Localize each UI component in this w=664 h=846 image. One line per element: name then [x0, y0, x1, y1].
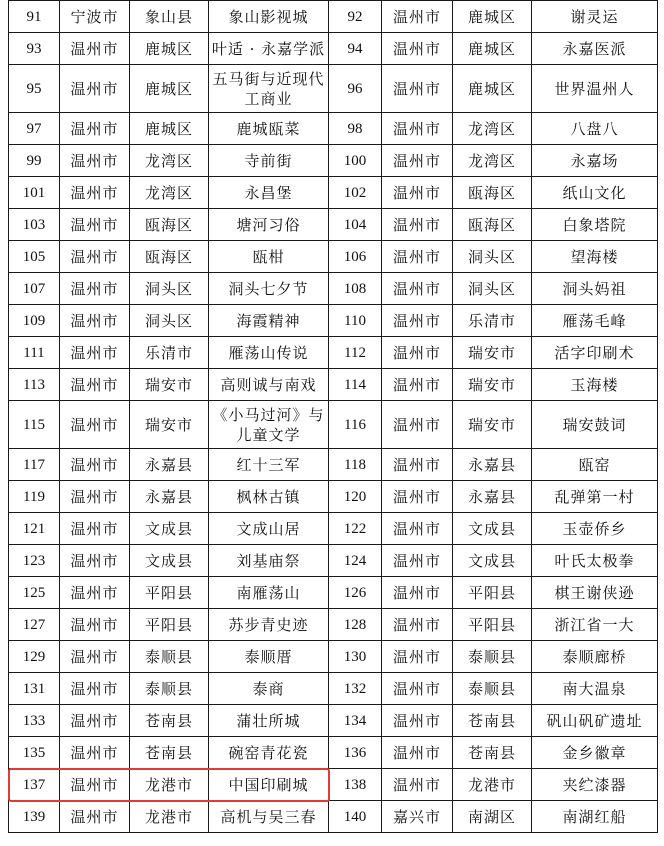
left-district-cell: 乐清市: [130, 337, 209, 369]
right-serial-number-cell: 104: [329, 209, 382, 241]
left-district-cell: 龙湾区: [130, 145, 209, 177]
left-city-cell: 温州市: [60, 177, 130, 209]
right-heritage-item-cell: 八盘八: [532, 113, 658, 145]
left-serial-number-cell: 117: [9, 449, 60, 481]
right-serial-number-cell: 94: [329, 33, 382, 65]
left-serial-number-cell: 127: [9, 609, 60, 641]
left-heritage-item-cell: 蒲壮所城: [209, 705, 329, 737]
right-district-cell: 泰顺县: [453, 673, 532, 705]
right-heritage-item-cell: 浙江省一大: [532, 609, 658, 641]
table-row: [9, 769, 658, 801]
left-heritage-item-cell: 五马街与近现代工商业: [209, 65, 329, 113]
left-serial-number-cell: 99: [9, 145, 60, 177]
right-district-cell: 鹿城区: [453, 33, 532, 65]
left-district-cell: 泰顺县: [130, 673, 209, 705]
table-row: [9, 673, 658, 705]
right-serial-number-cell: 98: [329, 113, 382, 145]
table-row: [9, 305, 658, 337]
right-city-cell: 温州市: [382, 705, 453, 737]
left-serial-number-cell: 95: [9, 65, 60, 113]
right-city-cell: 温州市: [382, 113, 453, 145]
table-row: [9, 801, 658, 833]
left-district-cell: 鹿城区: [130, 65, 209, 113]
table-row: [9, 401, 658, 449]
left-city-cell: 温州市: [60, 769, 130, 801]
table-row: [9, 705, 658, 737]
right-city-cell: 温州市: [382, 273, 453, 305]
left-district-cell: 永嘉县: [130, 449, 209, 481]
right-heritage-item-cell: 南大温泉: [532, 673, 658, 705]
right-serial-number-cell: 108: [329, 273, 382, 305]
right-heritage-item-cell: 瑞安鼓词: [532, 401, 658, 449]
left-city-cell: 温州市: [60, 705, 130, 737]
left-heritage-item-cell: 碗窑青花瓷: [209, 737, 329, 769]
left-district-cell: 鹿城区: [130, 33, 209, 65]
left-serial-number-cell: 113: [9, 369, 60, 401]
right-heritage-item-cell: 纸山文化: [532, 177, 658, 209]
right-serial-number-cell: 122: [329, 513, 382, 545]
table-row: [9, 737, 658, 769]
right-district-cell: 乐清市: [453, 305, 532, 337]
left-heritage-item-cell: 泰商: [209, 673, 329, 705]
left-heritage-item-cell: 永昌堡: [209, 177, 329, 209]
left-district-cell: 洞头区: [130, 273, 209, 305]
left-city-cell: 温州市: [60, 513, 130, 545]
right-heritage-item-cell: 南湖红船: [532, 801, 658, 833]
right-heritage-item-cell: 金乡徽章: [532, 737, 658, 769]
left-heritage-item-cell: 中国印刷城: [209, 769, 329, 801]
left-serial-number-cell: 105: [9, 241, 60, 273]
left-heritage-item-cell: 苏步青史迹: [209, 609, 329, 641]
left-serial-number-cell: 123: [9, 545, 60, 577]
left-city-cell: 温州市: [60, 113, 130, 145]
right-serial-number-cell: 124: [329, 545, 382, 577]
right-heritage-item-cell: 矾山矾矿遗址: [532, 705, 658, 737]
left-heritage-item-cell: 象山影视城: [209, 1, 329, 33]
left-serial-number-cell: 93: [9, 33, 60, 65]
right-heritage-item-cell: 棋王谢侠逊: [532, 577, 658, 609]
left-city-cell: 温州市: [60, 577, 130, 609]
left-serial-number-cell: 131: [9, 673, 60, 705]
left-district-cell: 苍南县: [130, 737, 209, 769]
right-district-cell: 洞头区: [453, 273, 532, 305]
right-serial-number-cell: 132: [329, 673, 382, 705]
right-heritage-item-cell: 谢灵运: [532, 1, 658, 33]
right-heritage-item-cell: 白象塔院: [532, 209, 658, 241]
left-city-cell: 温州市: [60, 305, 130, 337]
right-city-cell: 温州市: [382, 65, 453, 113]
table-row: [9, 209, 658, 241]
table-row: [9, 273, 658, 305]
right-city-cell: 温州市: [382, 1, 453, 33]
right-serial-number-cell: 134: [329, 705, 382, 737]
right-heritage-item-cell: 世界温州人: [532, 65, 658, 113]
table-row: [9, 609, 658, 641]
left-district-cell: 鹿城区: [130, 113, 209, 145]
right-city-cell: 温州市: [382, 33, 453, 65]
right-serial-number-cell: 92: [329, 1, 382, 33]
left-district-cell: 瑞安市: [130, 401, 209, 449]
right-serial-number-cell: 128: [329, 609, 382, 641]
table-row: [9, 641, 658, 673]
right-city-cell: 温州市: [382, 369, 453, 401]
table-row: [9, 33, 658, 65]
left-heritage-item-cell: 瓯柑: [209, 241, 329, 273]
left-district-cell: 平阳县: [130, 577, 209, 609]
right-city-cell: 温州市: [382, 401, 453, 449]
left-district-cell: 龙港市: [130, 769, 209, 801]
right-serial-number-cell: 136: [329, 737, 382, 769]
table-row: [9, 513, 658, 545]
left-heritage-item-cell: 叶适 · 永嘉学派: [209, 33, 329, 65]
left-district-cell: 文成县: [130, 545, 209, 577]
left-serial-number-cell: 101: [9, 177, 60, 209]
right-serial-number-cell: 118: [329, 449, 382, 481]
left-district-cell: 象山县: [130, 1, 209, 33]
left-city-cell: 宁波市: [60, 1, 130, 33]
left-serial-number-cell: 129: [9, 641, 60, 673]
right-serial-number-cell: 130: [329, 641, 382, 673]
right-heritage-item-cell: 活字印刷术: [532, 337, 658, 369]
left-district-cell: 永嘉县: [130, 481, 209, 513]
left-city-cell: 温州市: [60, 801, 130, 833]
left-heritage-item-cell: 寺前街: [209, 145, 329, 177]
left-city-cell: 温州市: [60, 33, 130, 65]
right-city-cell: 温州市: [382, 545, 453, 577]
right-heritage-item-cell: 望海楼: [532, 241, 658, 273]
right-city-cell: 温州市: [382, 241, 453, 273]
right-district-cell: 南湖区: [453, 801, 532, 833]
right-district-cell: 泰顺县: [453, 641, 532, 673]
left-district-cell: 龙港市: [130, 801, 209, 833]
table-row: [9, 177, 658, 209]
left-city-cell: 温州市: [60, 545, 130, 577]
right-heritage-item-cell: 夹纻漆器: [532, 769, 658, 801]
right-city-cell: 温州市: [382, 737, 453, 769]
left-city-cell: 温州市: [60, 481, 130, 513]
left-serial-number-cell: 107: [9, 273, 60, 305]
right-city-cell: 温州市: [382, 673, 453, 705]
left-serial-number-cell: 111: [9, 337, 60, 369]
right-city-cell: 温州市: [382, 337, 453, 369]
right-district-cell: 鹿城区: [453, 65, 532, 113]
table-row: [9, 113, 658, 145]
right-district-cell: 瓯海区: [453, 177, 532, 209]
right-city-cell: 温州市: [382, 609, 453, 641]
left-district-cell: 瑞安市: [130, 369, 209, 401]
left-city-cell: 温州市: [60, 65, 130, 113]
left-heritage-item-cell: 南雁荡山: [209, 577, 329, 609]
right-district-cell: 文成县: [453, 513, 532, 545]
right-heritage-item-cell: 玉海楼: [532, 369, 658, 401]
left-district-cell: 洞头区: [130, 305, 209, 337]
left-city-cell: 温州市: [60, 337, 130, 369]
left-serial-number-cell: 139: [9, 801, 60, 833]
table-row: [9, 577, 658, 609]
right-heritage-item-cell: 玉壶侨乡: [532, 513, 658, 545]
right-district-cell: 瑞安市: [453, 369, 532, 401]
left-city-cell: 温州市: [60, 673, 130, 705]
left-city-cell: 温州市: [60, 401, 130, 449]
table-row: [9, 545, 658, 577]
left-heritage-item-cell: 洞头七夕节: [209, 273, 329, 305]
right-heritage-item-cell: 永嘉医派: [532, 33, 658, 65]
right-district-cell: 永嘉县: [453, 481, 532, 513]
left-serial-number-cell: 103: [9, 209, 60, 241]
left-heritage-item-cell: 红十三军: [209, 449, 329, 481]
right-city-cell: 温州市: [382, 481, 453, 513]
right-serial-number-cell: 96: [329, 65, 382, 113]
table-row: [9, 241, 658, 273]
left-district-cell: 苍南县: [130, 705, 209, 737]
left-city-cell: 温州市: [60, 145, 130, 177]
heritage-list-table: [8, 0, 658, 833]
left-heritage-item-cell: 雁荡山传说: [209, 337, 329, 369]
right-city-cell: 嘉兴市: [382, 801, 453, 833]
right-district-cell: 平阳县: [453, 609, 532, 641]
right-serial-number-cell: 114: [329, 369, 382, 401]
right-serial-number-cell: 116: [329, 401, 382, 449]
right-city-cell: 温州市: [382, 513, 453, 545]
table-row: [9, 65, 658, 113]
left-heritage-item-cell: 文成山居: [209, 513, 329, 545]
left-serial-number-cell: 119: [9, 481, 60, 513]
left-heritage-item-cell: 《小马过河》与儿童文学: [209, 401, 329, 449]
left-heritage-item-cell: 塘河习俗: [209, 209, 329, 241]
left-serial-number-cell: 115: [9, 401, 60, 449]
left-district-cell: 瓯海区: [130, 241, 209, 273]
right-heritage-item-cell: 乱弹第一村: [532, 481, 658, 513]
right-city-cell: 温州市: [382, 769, 453, 801]
right-serial-number-cell: 110: [329, 305, 382, 337]
right-district-cell: 文成县: [453, 545, 532, 577]
right-district-cell: 鹿城区: [453, 1, 532, 33]
left-heritage-item-cell: 海霞精神: [209, 305, 329, 337]
table-row: [9, 1, 658, 33]
left-city-cell: 温州市: [60, 449, 130, 481]
left-city-cell: 温州市: [60, 641, 130, 673]
left-city-cell: 温州市: [60, 609, 130, 641]
right-city-cell: 温州市: [382, 177, 453, 209]
left-district-cell: 泰顺县: [130, 641, 209, 673]
left-city-cell: 温州市: [60, 209, 130, 241]
right-serial-number-cell: 140: [329, 801, 382, 833]
table-body: [9, 1, 658, 833]
right-district-cell: 瓯海区: [453, 209, 532, 241]
right-district-cell: 龙湾区: [453, 113, 532, 145]
left-district-cell: 龙湾区: [130, 177, 209, 209]
right-serial-number-cell: 138: [329, 769, 382, 801]
right-city-cell: 温州市: [382, 145, 453, 177]
right-heritage-item-cell: 永嘉场: [532, 145, 658, 177]
right-district-cell: 龙港市: [453, 769, 532, 801]
left-serial-number-cell: 133: [9, 705, 60, 737]
right-heritage-item-cell: 雁荡毛峰: [532, 305, 658, 337]
right-serial-number-cell: 120: [329, 481, 382, 513]
right-heritage-item-cell: 瓯窑: [532, 449, 658, 481]
right-district-cell: 瑞安市: [453, 337, 532, 369]
right-city-cell: 温州市: [382, 641, 453, 673]
right-serial-number-cell: 100: [329, 145, 382, 177]
left-district-cell: 文成县: [130, 513, 209, 545]
left-city-cell: 温州市: [60, 241, 130, 273]
table-row: [9, 369, 658, 401]
right-city-cell: 温州市: [382, 305, 453, 337]
left-serial-number-cell: 109: [9, 305, 60, 337]
table-row: [9, 145, 658, 177]
left-city-cell: 温州市: [60, 273, 130, 305]
right-serial-number-cell: 102: [329, 177, 382, 209]
left-city-cell: 温州市: [60, 369, 130, 401]
left-district-cell: 平阳县: [130, 609, 209, 641]
left-heritage-item-cell: 高机与吴三春: [209, 801, 329, 833]
right-district-cell: 瑞安市: [453, 401, 532, 449]
right-serial-number-cell: 106: [329, 241, 382, 273]
right-district-cell: 永嘉县: [453, 449, 532, 481]
right-city-cell: 温州市: [382, 209, 453, 241]
right-district-cell: 洞头区: [453, 241, 532, 273]
right-city-cell: 温州市: [382, 577, 453, 609]
table-row: [9, 449, 658, 481]
table-row: [9, 337, 658, 369]
right-serial-number-cell: 126: [329, 577, 382, 609]
left-heritage-item-cell: 鹿城瓯菜: [209, 113, 329, 145]
left-serial-number-cell: 125: [9, 577, 60, 609]
right-district-cell: 龙湾区: [453, 145, 532, 177]
left-heritage-item-cell: 枫林古镇: [209, 481, 329, 513]
right-district-cell: 苍南县: [453, 705, 532, 737]
right-heritage-item-cell: 泰顺廊桥: [532, 641, 658, 673]
left-serial-number-cell: 121: [9, 513, 60, 545]
right-district-cell: 苍南县: [453, 737, 532, 769]
right-serial-number-cell: 112: [329, 337, 382, 369]
right-city-cell: 温州市: [382, 449, 453, 481]
left-serial-number-cell: 135: [9, 737, 60, 769]
right-heritage-item-cell: 洞头妈祖: [532, 273, 658, 305]
left-heritage-item-cell: 泰顺厝: [209, 641, 329, 673]
table-row: [9, 481, 658, 513]
right-heritage-item-cell: 叶氏太极拳: [532, 545, 658, 577]
right-district-cell: 平阳县: [453, 577, 532, 609]
left-city-cell: 温州市: [60, 737, 130, 769]
left-district-cell: 瓯海区: [130, 209, 209, 241]
left-serial-number-cell: 137: [9, 769, 60, 801]
left-heritage-item-cell: 高则诚与南戏: [209, 369, 329, 401]
left-serial-number-cell: 91: [9, 1, 60, 33]
left-heritage-item-cell: 刘基庙祭: [209, 545, 329, 577]
left-serial-number-cell: 97: [9, 113, 60, 145]
